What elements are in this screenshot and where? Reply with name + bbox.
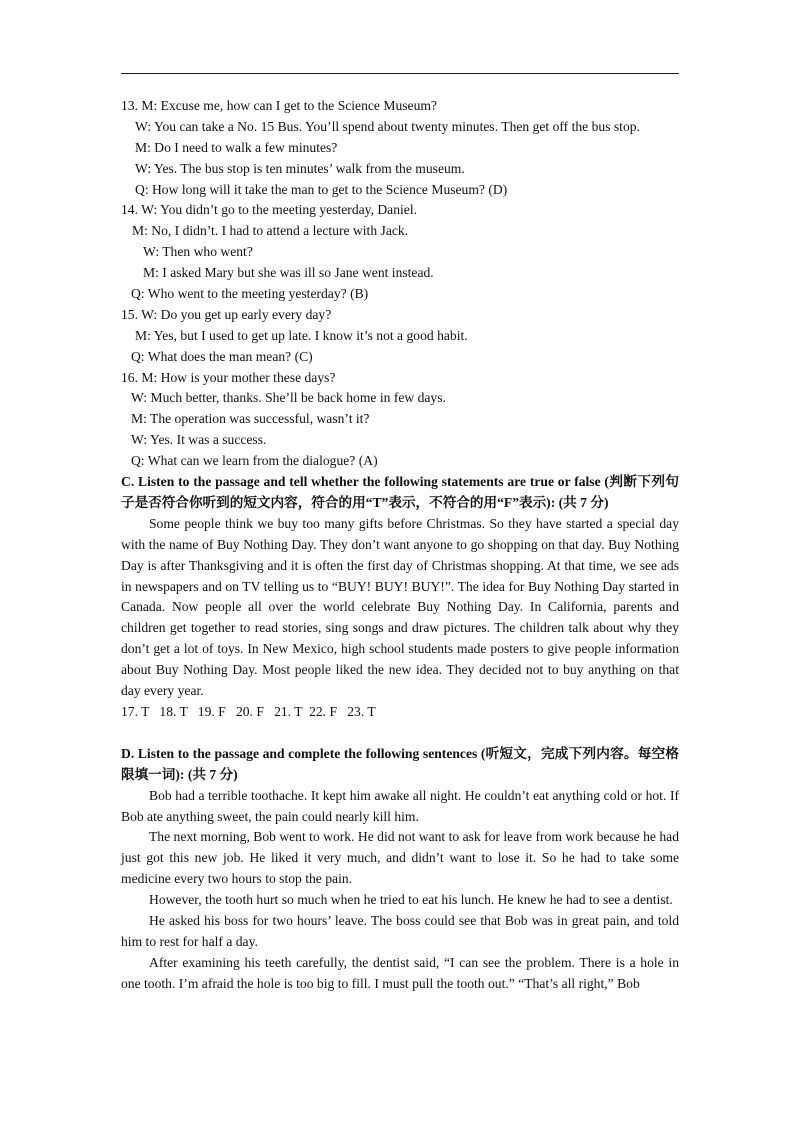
- dialogue-line: 14. W: You didn’t go to the meeting yesterday, Daniel.: [121, 202, 418, 218]
- dialogue-question: Q: How long will it take the man to get to the Science Museum? (D): [135, 181, 508, 197]
- dialogue-line: M: No, I didn’t. I had to attend a lecture with Jack.: [132, 223, 409, 239]
- dialogue-line: 16. M: How is your mother these days?: [121, 369, 336, 385]
- dialogue-line: M: The operation was successful, wasn’t it?: [131, 411, 370, 427]
- dialogue-question: Q: Who went to the meeting yesterday? (B): [131, 286, 369, 302]
- page-content: [121, 96, 679, 995]
- section-d-paragraph: However, the tooth hurt so much when he tried to eat his lunch. He knew he had to see a dentist.: [149, 892, 673, 908]
- dialogue-line: W: You can take a No. 15 Bus. You’ll spend about twenty minutes. Then get off the bus stop.: [135, 118, 640, 134]
- section-d-paragraph: He asked his boss for two hours’ leave. The boss could see that Bob was in great pain, and told him to rest for half a day.: [121, 913, 679, 949]
- dialogue-line: 13. M: Excuse me, how can I get to the Science Museum?: [121, 98, 437, 113]
- dialogue-line: W: Yes. The bus stop is ten minutes’ walk from the museum.: [135, 160, 465, 176]
- dialogue-14: [121, 200, 679, 304]
- dialogue-line: W: Yes. It was a success.: [131, 432, 267, 448]
- dialogue-line: M: Do I need to walk a few minutes?: [135, 139, 338, 155]
- section-c-passage: Some people think we buy too many gifts before Christmas. So they have started a special day with the name of Buy Nothing Day. They don’t want anyone to go shopping on that day. Buy Nothing Day is after Thanksgiving and it is often the first day of Christmas shopping. At that time, we see ads in newspapers and on TV telling us to “BUY! BUY! BUY!”. The idea for Buy Nothing Day started in Canada. Now people all over the world celebrate Buy Nothing Day. In California, parents and children get together to read stories, sing songs and draw pictures. The children talk about why they don’t get a lot of toys. In New Mexico, high school students made posters to give people information about Buy Nothing Day. Most people liked the new idea. They decided not to buy anything on that day every year.: [121, 515, 679, 699]
- section-d-paragraph: The next morning, Bob went to work. He did not want to ask for leave from work because he had just got this new job. He liked it very much, and didn’t want to lose it. So he had to take some medicine every two hours to stop the pain.: [121, 829, 679, 887]
- dialogue-15: [121, 305, 679, 368]
- dialogue-line: 15. W: Do you get up early every day?: [121, 306, 332, 322]
- section-spacer: [121, 723, 679, 744]
- section-d-paragraph: After examining his teeth carefully, the dentist said, “I can see the problem. There is a hole in one tooth. I’m afraid the hole is too big to fill. I must pull the tooth out.” “That’s all right,” Bob: [121, 954, 679, 991]
- dialogue-16: [121, 368, 679, 472]
- dialogue-line: M: Yes, but I used to get up late. I know it’s not a good habit.: [135, 327, 468, 343]
- dialogue-question: Q: What does the man mean? (C): [131, 348, 313, 364]
- dialogue-line: M: I asked Mary but she was ill so Jane went instead.: [143, 265, 434, 281]
- section-d-heading: D. Listen to the passage and complete the following sentences (听短文，完成下列内容。每空格限填一词): (共 7 分): [121, 745, 679, 782]
- section-c-heading: C. Listen to the passage and tell whether the following statements are true or false (判断下列句子是否符合你听到的短文内容，符合的用“T”表示，不符合的用“F”表示): (共 7 分): [121, 474, 679, 510]
- dialogue-line: W: Much better, thanks. She’ll be back home in few days.: [131, 390, 446, 406]
- header-rule: [121, 73, 679, 74]
- dialogue-13: [121, 96, 679, 200]
- dialogue-question: Q: What can we learn from the dialogue? (A): [131, 453, 378, 469]
- dialogue-line: W: Then who went?: [143, 244, 253, 260]
- section-c-answers: 17. T 18. T 19. F 20. F 21. T 22. F 23. T: [121, 704, 376, 719]
- section-d-paragraph: Bob had a terrible toothache. It kept him awake all night. He couldn’t eat anything cold or hot. If Bob ate anything sweet, the pain could nearly kill him.: [121, 787, 679, 824]
